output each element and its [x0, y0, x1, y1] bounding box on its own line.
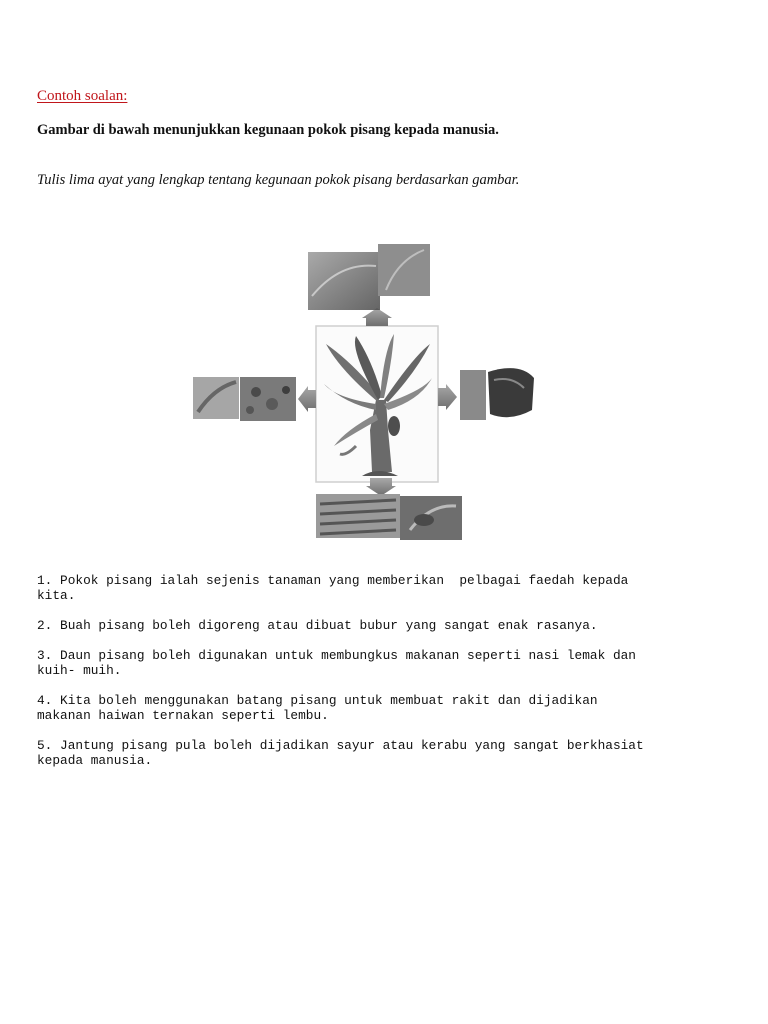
animal-feed-photo [400, 496, 462, 540]
banana-heart-photo [460, 368, 534, 420]
fried-banana-photo [240, 377, 296, 421]
answer-item: 3. Daun pisang boleh digunakan untuk membungkus makanan seperti nasi lemak dan kuih- muih. [37, 648, 636, 678]
banana-fruit-photo [193, 377, 239, 419]
banana-leaves-photo [308, 244, 430, 310]
answer-item: 2. Buah pisang boleh digoreng atau dibuat bubur yang sangat enak rasanya. [37, 618, 598, 633]
arrow-down-shape [366, 478, 396, 496]
arrow-up-shape [362, 308, 392, 326]
answer-list [37, 573, 737, 783]
arrow-left-shape [298, 386, 316, 412]
arrow-right-shape [438, 384, 457, 410]
answer-item: 1. Pokok pisang ialah sejenis tanaman yang memberikan pelbagai faedah kepada kita. [37, 573, 629, 603]
answer-item: 4. Kita boleh menggunakan batang pisang untuk membuat rakit dan dijadikan makanan haiwan ternakan seperti lembu. [37, 693, 598, 723]
answer-item: 5. Jantung pisang pula boleh dijadikan sayur atau kerabu yang sangat berkhasiat kepada manusia. [37, 738, 644, 768]
question-text: Gambar di bawah menunjukkan kegunaan pokok pisang kepada manusia. [37, 122, 499, 138]
banana-stem-raft-photo [316, 494, 400, 538]
banana-tree-photo [316, 326, 438, 482]
question-label: Contoh soalan: [37, 88, 128, 104]
instruction-text: Tulis lima ayat yang lengkap tentang kegunaan pokok pisang berdasarkan gambar. [37, 172, 520, 188]
